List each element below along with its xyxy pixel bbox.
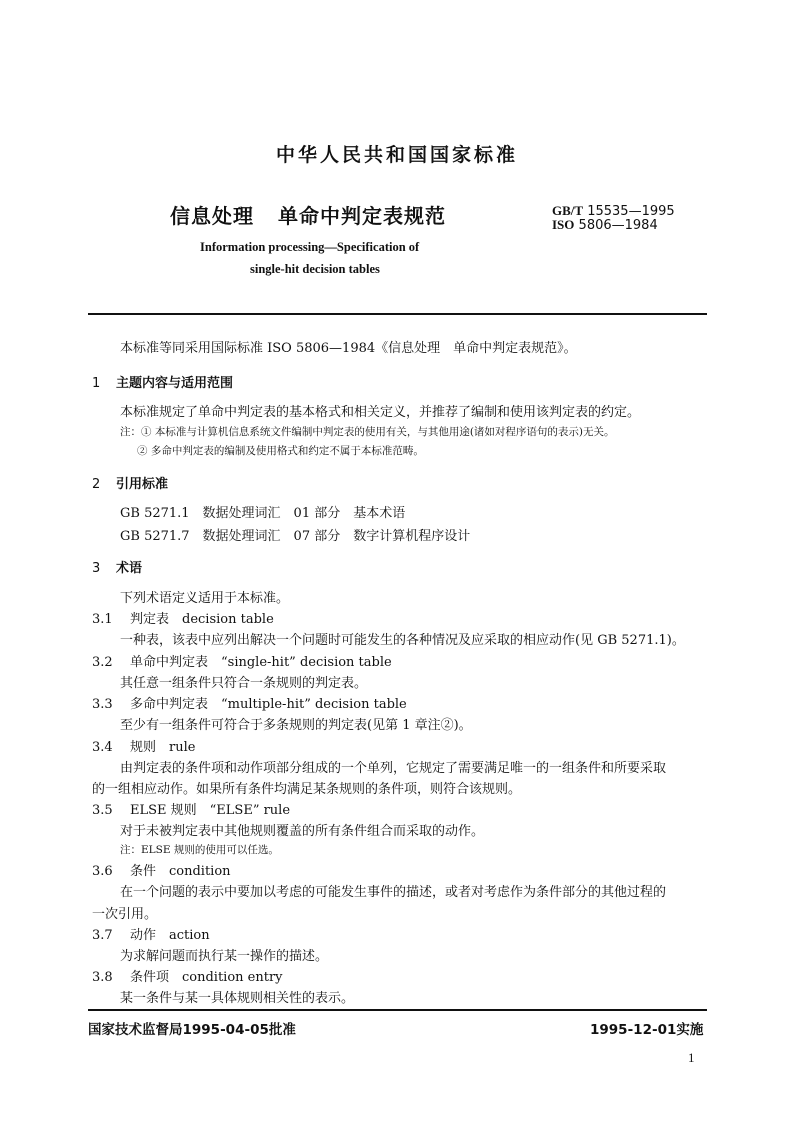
effective-date-line: 1995-12-01实施 bbox=[590, 1022, 704, 1038]
document-title bbox=[170, 200, 446, 229]
term-3-4 bbox=[92, 736, 195, 755]
section-3-intro: 下列术语定义适用于本标准。 bbox=[120, 591, 290, 606]
top-divider bbox=[88, 313, 707, 315]
section-2-number: 2 bbox=[92, 477, 101, 492]
term-number: 3.3 bbox=[92, 697, 113, 712]
standard-code-iso bbox=[552, 217, 658, 233]
section-2-title: 引用标准 bbox=[116, 477, 169, 492]
term-3-5 bbox=[92, 799, 290, 818]
term-name: 条件项 condition entry bbox=[130, 970, 283, 985]
term-number: 3.1 bbox=[92, 612, 113, 627]
intro-paragraph: 本标准等同采用国际标准 ISO 5806—1984《信息处理 单命中判定表规范》。 bbox=[120, 341, 577, 356]
english-title-line-2: single-hit decision tables bbox=[250, 262, 380, 276]
term-name: 动作 action bbox=[130, 928, 210, 943]
english-title-line-1: Information processing—Specification of bbox=[200, 240, 420, 254]
section-3-number: 3 bbox=[92, 561, 101, 576]
term-3-3-definition: 至少有一组条件可符合于多条规则的判定表(见第 1 章注②)。 bbox=[120, 718, 472, 733]
term-name: ELSE 规则 “ELSE” rule bbox=[130, 803, 291, 818]
term-number: 3.6 bbox=[92, 864, 113, 879]
section-1-heading bbox=[92, 372, 233, 391]
term-3-1-definition: 一种表，该表中应列出解决一个问题时可能发生的各种情况及应采取的相应动作(见 GB 5271.1)。 bbox=[120, 633, 685, 648]
term-3-6-definition-line-1: 在一个问题的表示中要加以考虑的可能发生事件的描述，或者对考虑作为条件部分的其他过程的 bbox=[120, 885, 667, 900]
term-name: 判定表 decision table bbox=[130, 612, 274, 627]
term-name: 单命中判定表 “single-hit” decision table bbox=[130, 655, 392, 670]
section-3-title: 术语 bbox=[116, 561, 143, 576]
title-part-2: 单命中判定表规范 bbox=[278, 204, 446, 228]
term-3-6-definition-line-2: 一次引用。 bbox=[92, 907, 158, 922]
term-3-8-definition: 某一条件与某一具体规则相关性的表示。 bbox=[120, 991, 355, 1006]
term-3-3 bbox=[92, 693, 407, 712]
approval-line: 国家技术监督局1995-04-05批准 bbox=[88, 1022, 296, 1038]
term-number: 3.2 bbox=[92, 655, 113, 670]
term-number: 3.8 bbox=[92, 970, 113, 985]
section-1-note-1: 注：① 本标准与计算机信息系统文件编制中判定表的使用有关，与其他用途(诸如对程序语句的表示)无关。 bbox=[120, 426, 615, 438]
term-3-6 bbox=[92, 860, 231, 879]
term-3-4-definition-line-2: 的一组相应动作。如果所有条件均满足某条规则的条件项，则符合该规则。 bbox=[92, 782, 522, 797]
term-name: 规则 rule bbox=[130, 740, 196, 755]
term-number: 3.4 bbox=[92, 740, 113, 755]
term-3-1 bbox=[92, 608, 274, 627]
country-standard-heading: 中华人民共和国国家标准 bbox=[275, 144, 518, 166]
term-name: 条件 condition bbox=[130, 864, 231, 879]
page-number: 1 bbox=[688, 1050, 695, 1065]
term-name: 多命中判定表 “multiple-hit” decision table bbox=[130, 697, 407, 712]
reference-item: GB 5271.1 数据处理词汇 01 部分 基本术语 bbox=[120, 506, 406, 521]
term-3-7-definition: 为求解问题而执行某一操作的描述。 bbox=[120, 949, 329, 964]
section-3-heading bbox=[92, 557, 142, 576]
iso-number: 5806—1984 bbox=[578, 218, 658, 233]
term-3-7 bbox=[92, 924, 210, 943]
gb-prefix: GB/T bbox=[552, 203, 584, 218]
term-3-4-definition-line-1: 由判定表的条件项和动作项部分组成的一个单列，它规定了需要满足唯一的一组条件和所要采取 bbox=[120, 761, 667, 776]
iso-prefix: ISO bbox=[552, 217, 575, 232]
section-1-number: 1 bbox=[92, 376, 101, 391]
section-1-body: 本标准规定了单命中判定表的基本格式和相关定义，并推荐了编制和使用该判定表的约定。 bbox=[120, 405, 641, 420]
term-number: 3.7 bbox=[92, 928, 113, 943]
term-3-5-definition: 对于未被判定表中其他规则覆盖的所有条件组合而采取的动作。 bbox=[120, 824, 485, 839]
reference-item: GB 5271.7 数据处理词汇 07 部分 数字计算机程序设计 bbox=[120, 529, 471, 544]
section-1-title: 主题内容与适用范围 bbox=[116, 376, 234, 391]
term-3-2-definition: 其任意一组条件只符合一条规则的判定表。 bbox=[120, 676, 368, 691]
term-number: 3.5 bbox=[92, 803, 113, 818]
title-part-1: 信息处理 bbox=[170, 204, 254, 228]
term-3-2 bbox=[92, 651, 392, 670]
gb-number: 15535—1995 bbox=[587, 204, 675, 219]
section-2-heading bbox=[92, 473, 168, 492]
section-1-note-2: ② 多命中判定表的编制及使用格式和约定不属于本标准范畴。 bbox=[137, 445, 424, 457]
term-3-8 bbox=[92, 966, 283, 985]
bottom-divider bbox=[88, 1009, 707, 1011]
term-3-5-note: 注：ELSE 规则的使用可以任选。 bbox=[120, 844, 279, 856]
